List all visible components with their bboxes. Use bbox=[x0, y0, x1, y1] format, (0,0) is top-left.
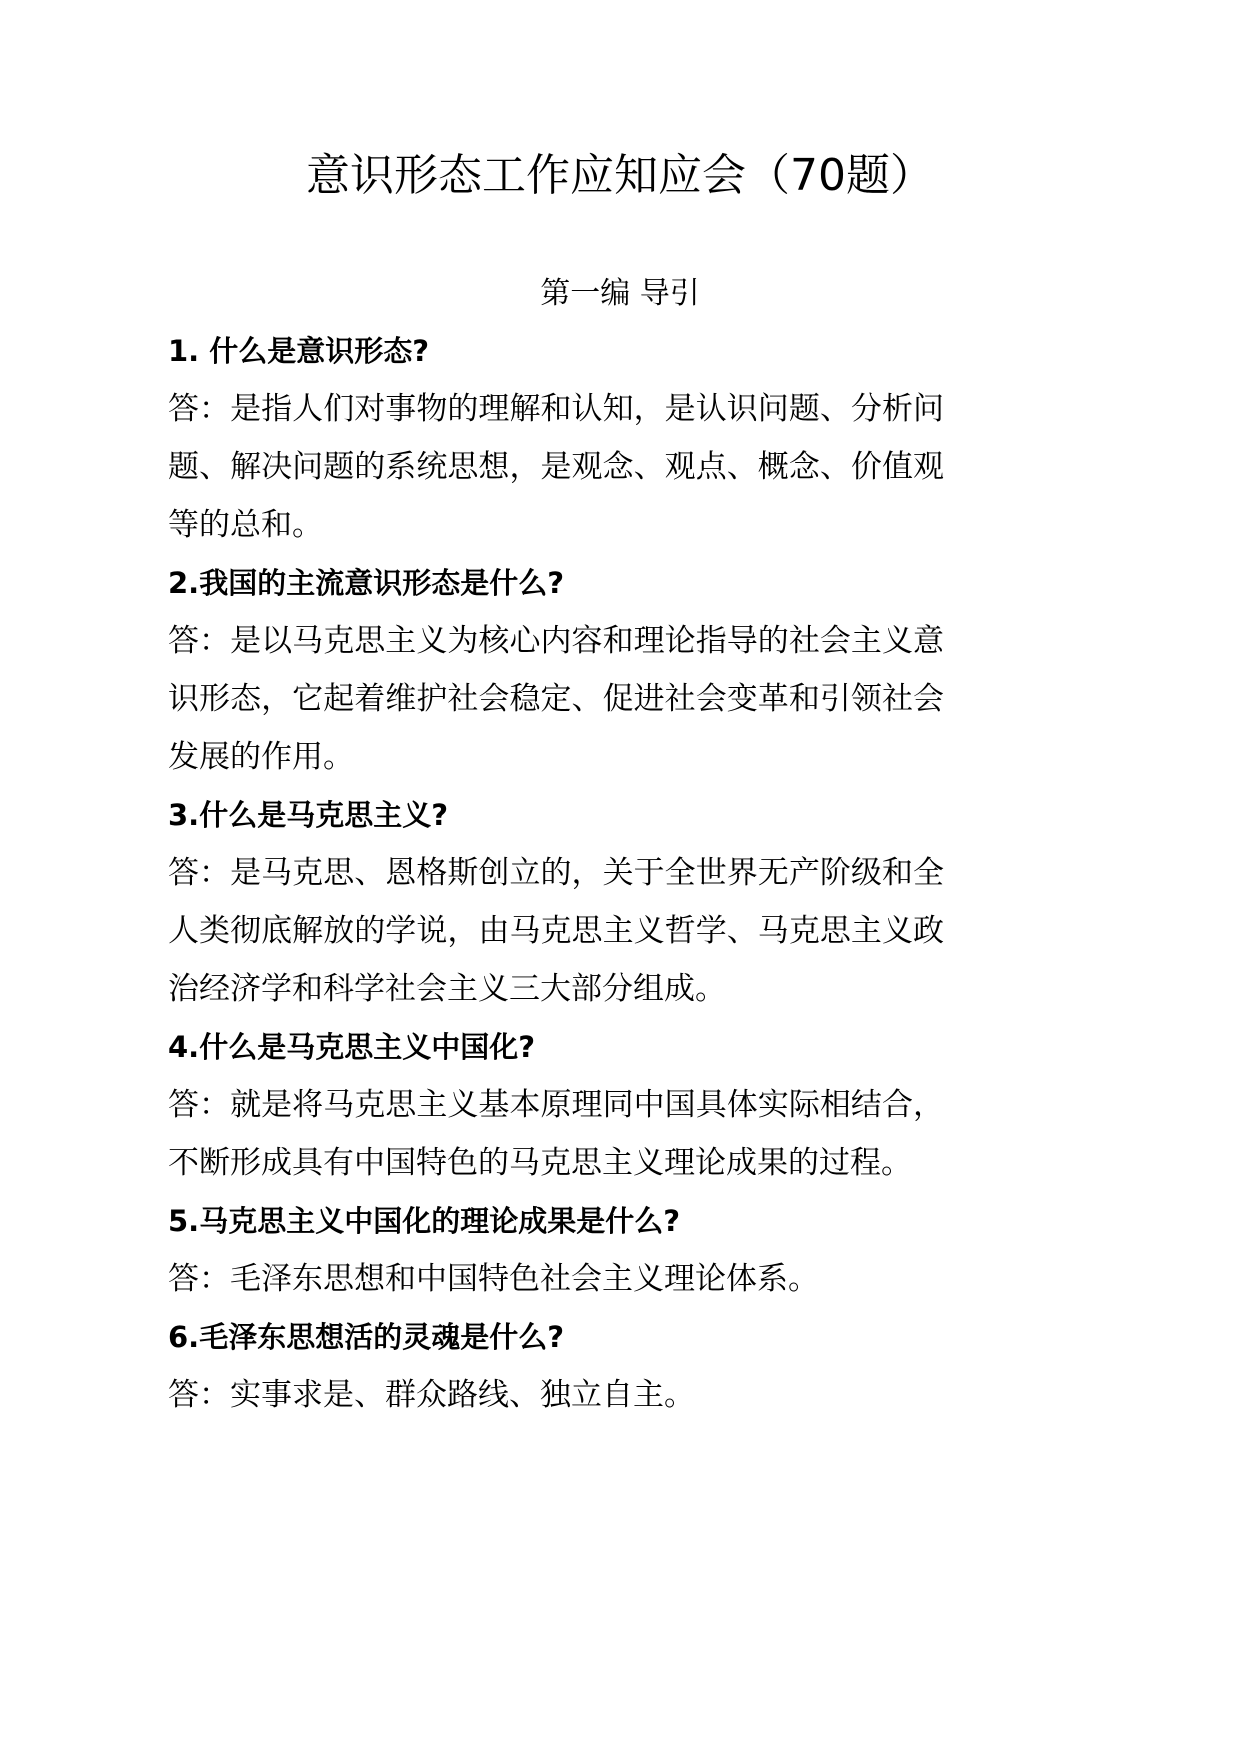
qa-item bbox=[168, 322, 944, 554]
answer: 答：毛泽东思想和中国特色社会主义理论体系。 bbox=[168, 1261, 819, 1297]
qa-item bbox=[168, 786, 944, 1018]
qa-item bbox=[168, 1018, 944, 1192]
question: 2.我国的主流意识形态是什么? bbox=[168, 566, 565, 600]
answer: 答：是指人们对事物的理解和认知，是认识问题、分析问题、解决问题的系统思想，是观念、观点、概念、价值观等的总和。 bbox=[168, 391, 944, 543]
question: 3.什么是马克思主义? bbox=[168, 798, 449, 832]
question: 1. 什么是意识形态? bbox=[168, 334, 430, 368]
question: 4.什么是马克思主义中国化? bbox=[168, 1030, 536, 1064]
qa-item bbox=[168, 554, 944, 786]
answer: 答：是马克思、恩格斯创立的，关于全世界无产阶级和全人类彻底解放的学说，由马克思主义哲学、马克思主义政治经济学和科学社会主义三大部分组成。 bbox=[168, 855, 944, 1007]
qa-list bbox=[168, 322, 944, 1424]
answer: 答：实事求是、群众路线、独立自主。 bbox=[168, 1377, 695, 1413]
answer: 答：就是将马克思主义基本原理同中国具体实际相结合，不断形成具有中国特色的马克思主义理论成果的过程。 bbox=[168, 1087, 944, 1181]
qa-item bbox=[168, 1192, 944, 1308]
question: 6.毛泽东思想活的灵魂是什么? bbox=[168, 1320, 565, 1354]
section-heading: 第一编 导引 bbox=[540, 276, 700, 311]
document-title: 意识形态工作应知应会（70题） bbox=[306, 150, 934, 201]
question: 5.马克思主义中国化的理论成果是什么? bbox=[168, 1204, 681, 1238]
answer: 答：是以马克思主义为核心内容和理论指导的社会主义意识形态，它起着维护社会稳定、促进社会变革和引领社会发展的作用。 bbox=[168, 623, 944, 775]
qa-item bbox=[168, 1308, 944, 1424]
